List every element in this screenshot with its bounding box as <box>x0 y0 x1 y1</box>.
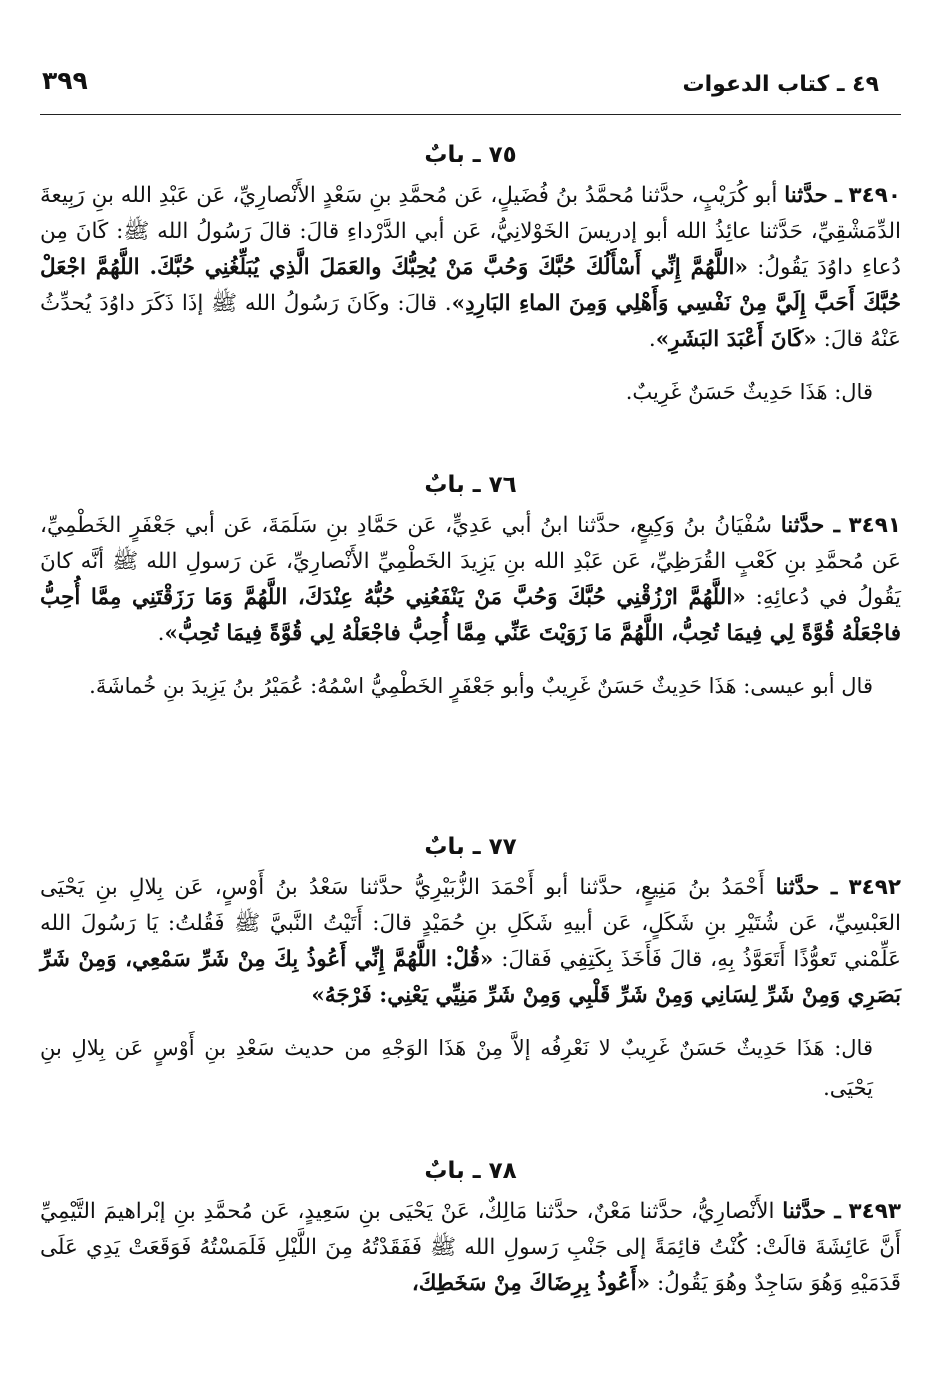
hadith-text: . قالَ: وكَانَ رَسُولُ الله ﷺ إذَا ذَكَرَ داوُدَ يُحدِّثُ عَنْهُ قالَ: <box>40 291 901 352</box>
section-76 <box>40 468 901 706</box>
hadith-lead: ـ حدَّثنا <box>780 513 840 538</box>
hadith-lead: ـ حدَّثنا <box>784 183 842 208</box>
hadith-quote: «أَعُوذُ بِرِضَاكَ مِنْ سَخَطِكَ، <box>411 1271 651 1296</box>
section-heading: ٧٦ ـ بابٌ <box>424 472 517 498</box>
hadith-text: سُفْيَانُ بنُ وَكِيعٍ، حدَّثنا ابنُ أبي عَدِيٍّ، عَن حَمَّادِ بنِ سَلَمَةَ، عَن أبي جَعْفَرٍ الخَطْمِيِّ، عَن مُحمَّدِ بنِ كَعْبٍ القُرَظِيِّ، عَن عَبْدِ الله بنِ يَزِيدَ الخَطْمِيِّ الأَنْصارِيِّ، عَن رَسولِ الله ﷺ أنَّه كانَ يَقُولُ في دُعائِهِ: <box>40 513 901 610</box>
hadith-quote: «قُلْ: اللَّهُمَّ إِنِّي أَعُوذُ بِكَ مِنْ شَرِّ سَمْعِي، وَمِنْ شَرِّ بَصَرِي وَمِنْ شَرِّ لِسَانِي وَمِنْ شَرِّ قَلْبِي وَمِنْ شَرِّ مَنِيِّي يَعْنِي: فَرْجَهُ» <box>40 947 901 1008</box>
hadith-text: أَحْمَدُ بنُ مَنِيعٍ، حدَّثنا أبو أَحْمَدَ الزُّبَيْرِيُّ حدَّثنا سَعْدُ بنُ أَوْسٍ، عَن بِلالِ بنِ يَحْيَى العَبْسِيِّ، عَن شُتَيْرِ بنِ شَكَلٍ، عَن أبيهِ شَكَلِ بنِ حُمَيْدٍ قالَ: أَتَيْتُ النَّبيَّ ﷺ فَقُلتُ: يَا رَسُولَ الله عَلِّمْني تَعوُّذًا أَتَعَوَّذُ بِهِ، قالَ فَأَخَذَ بِكَتِفِي فَقالَ: <box>40 875 901 972</box>
hadith-paragraph <box>40 178 901 358</box>
grading-note: قال: هَذَا حَدِيثٌ حَسَنٌ غَرِيبٌ لا نَعْرِفُه إلاَّ مِنْ هَذَا الوَجْهِ من حديث سَعْدِ بنِ أَوْسٍ عَن بِلالِ بنِ يَحْيَى. <box>40 1036 873 1100</box>
hadith-text: أبو كُرَيْبٍ، حدَّثنا مُحمَّدُ بنُ فُضَيلٍ، عَن مُحمَّدِ بنِ سَعْدٍ الأَنْصارِيِّ، عَن عَبْدِ الله بنِ رَبِيعةَ الدِّمَشْقِيِّ، حَدَّثنا عائِذُ الله أبو إدريسَ الخَوْلانِيُّ، عَن أبي الدَّرْداءِ قالَ: قالَ رَسُولُ الله ﷺ: كَانَ مِن دُعاءِ داوُدَ يَقُولُ: <box>40 183 901 280</box>
section-77 <box>40 830 901 1108</box>
hadith-lead: ـ حدَّثنا <box>775 875 838 900</box>
grading-note: قال أبو عيسى: هَذَا حَدِيثٌ حَسَنٌ غَرِيبٌ وأبو جَعْفَرٍ الخَطْمِيُّ اسْمُهُ: عُمَيْرُ بنُ يَزِيدَ بنِ خُماشَةَ. <box>89 674 873 698</box>
hadith-quote: «كَانَ أَعْبَدَ البَشَرِ» <box>655 327 817 352</box>
chapter-title: ٤٩ ـ كتاب الدعوات <box>682 72 879 97</box>
hadith-text: . <box>648 327 656 352</box>
hadith-paragraph <box>40 870 901 1014</box>
hadith-number: ٣٤٩٢ <box>848 875 901 900</box>
hadith-paragraph <box>40 1194 901 1302</box>
hadith-paragraph <box>40 508 901 652</box>
grading-note: قال: هَذَا حَدِيثٌ حَسَنٌ غَرِيبٌ. <box>625 380 873 404</box>
hadith-text: . <box>157 621 165 646</box>
page-number: ٣٩٩ <box>42 66 88 95</box>
hadith-quote: «اللَّهُمَّ ارْزُقْنِي حُبَّكَ وَحُبَّ مَنْ يَنْفَعُنِي حُبُّهُ عِنْدَكَ، اللَّهُمَّ وَمَا رَزَقْتَنِي مِمَّا أُحِبُّ فاجْعَلْهُ قُوَّةً لِي فِيمَا تُحِبُّ، اللَّهُمَّ مَا زَوَيْتَ عَنِّي مِمَّا أُحِبُّ فاجْعَلْهُ لِي قُوَّةً فِيمَا تُحِبُّ» <box>40 585 901 646</box>
page-header <box>40 64 901 115</box>
section-78 <box>40 1154 901 1302</box>
hadith-number: ٣٤٩٣ <box>848 1199 901 1224</box>
section-heading: ٧٥ ـ بابٌ <box>424 142 517 168</box>
section-heading: ٧٧ ـ بابٌ <box>424 834 517 860</box>
hadith-number: ٣٤٩٠ <box>848 183 901 208</box>
hadith-number: ٣٤٩١ <box>848 513 902 538</box>
section-heading: ٧٨ ـ بابٌ <box>424 1158 517 1184</box>
hadith-quote: «اللَّهُمَّ إِنِّي أَسْأَلُكَ حُبَّكَ وَحُبَّ مَنْ يُحِبُّكَ والعَمَلَ الَّذِي يُبَلِّغُنِي حُبَّكَ. اللَّهُمَّ اجْعَلْ حُبَّكَ أَحَبَّ إِلَيَّ مِنْ نَفْسِي وَأَهْلِي وَمِنَ الماءِ البَارِدِ» <box>40 255 901 316</box>
hadith-text: الأَنْصارِيُّ، حدَّثنا مَعْنٌ، حدَّثنا مَالِكٌ، عَنْ يَحْيَى بنِ سَعِيدٍ، عَن مُحمَّدِ بنِ إبْراهيمَ التَّيْمِيِّ أَنَّ عَائِشَةَ قالَتْ: كُنْتُ قائِمَةً إلى جَنْبِ رَسولِ الله ﷺ فَفَقَدْتُهُ مِنَ اللَّيْلِ فَلَمَسْتُهُ فَوَقَعَتْ يَدِي عَلَى قَدَمَيْهِ وَهُوَ سَاجِدٌ وهُوَ يَقُولُ: <box>40 1199 901 1296</box>
section-75 <box>40 138 901 412</box>
hadith-lead: ـ حدَّثنا <box>782 1199 841 1224</box>
